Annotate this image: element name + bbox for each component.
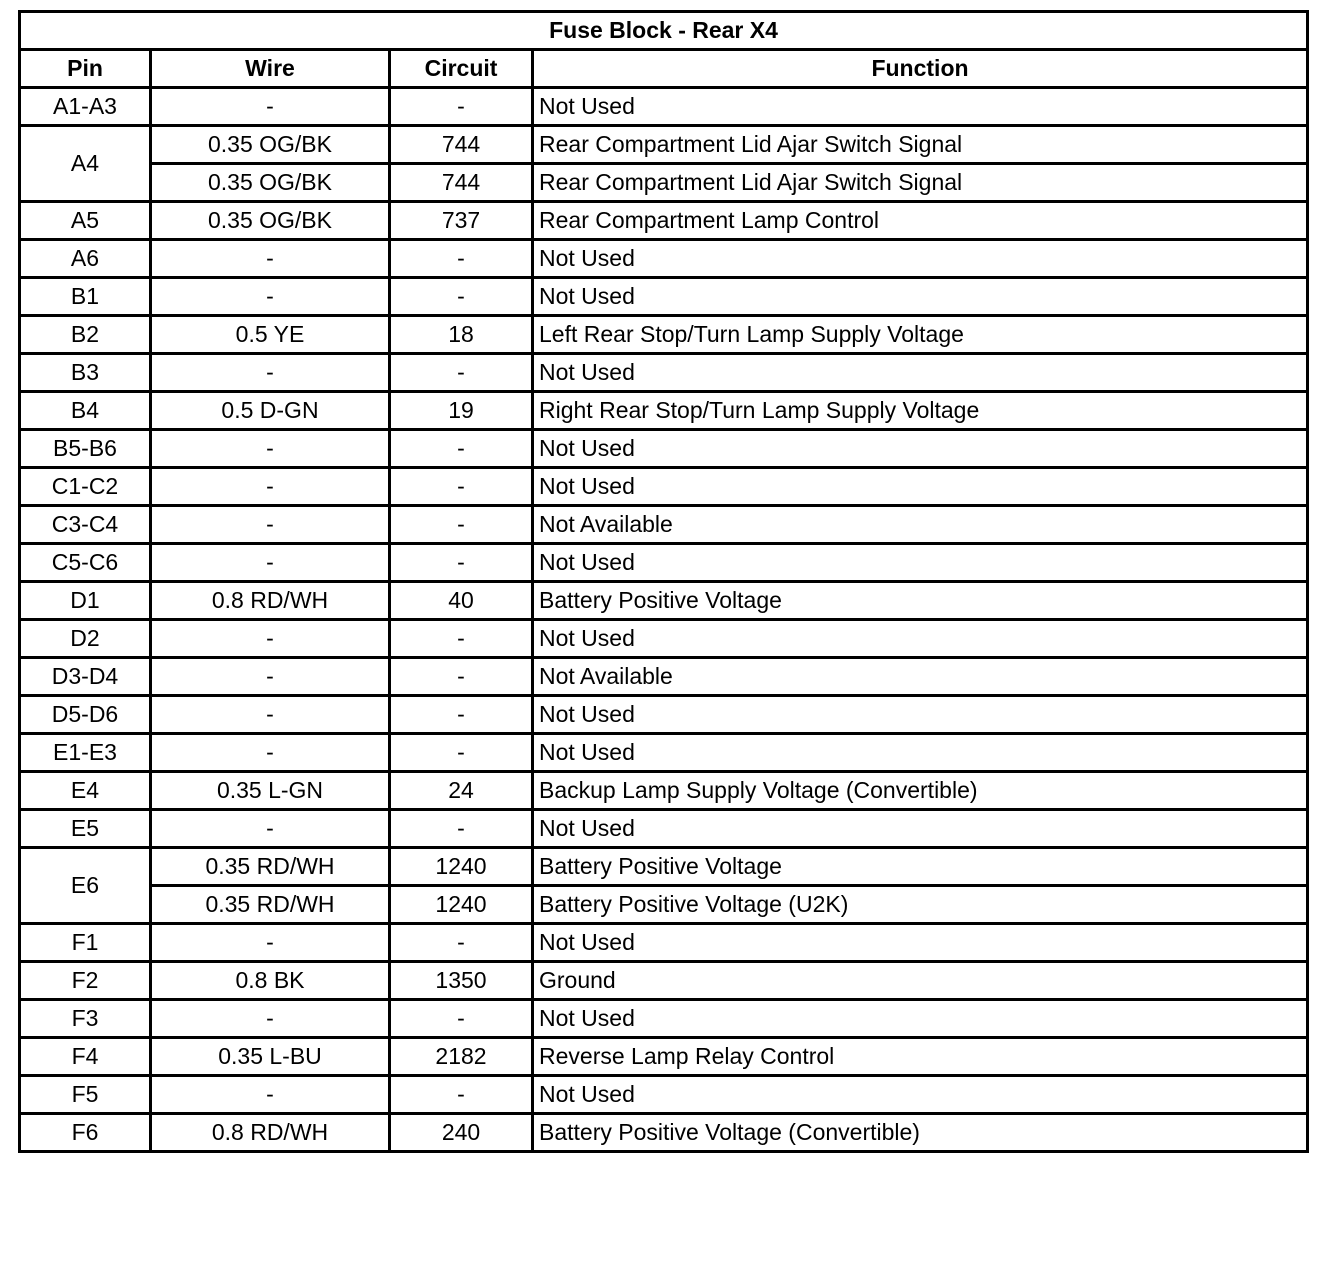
circuit-cell: 744 xyxy=(390,126,533,164)
pin-cell: B5-B6 xyxy=(20,430,151,468)
table-row xyxy=(20,696,1308,734)
function-cell: Not Used xyxy=(533,544,1308,582)
function-cell: Not Used xyxy=(533,620,1308,658)
table-row xyxy=(20,430,1308,468)
wire-cell: 0.5 D-GN xyxy=(151,392,390,430)
table-row xyxy=(20,544,1308,582)
pin-cell: A4 xyxy=(20,126,151,202)
pin-cell: B2 xyxy=(20,316,151,354)
wire-cell: - xyxy=(151,810,390,848)
circuit-cell: 744 xyxy=(390,164,533,202)
circuit-cell: - xyxy=(390,278,533,316)
circuit-cell: - xyxy=(390,468,533,506)
table-row xyxy=(20,962,1308,1000)
table-row xyxy=(20,886,1308,924)
table-row xyxy=(20,164,1308,202)
wire-cell: 0.8 RD/WH xyxy=(151,1114,390,1152)
wire-cell: 0.35 RD/WH xyxy=(151,848,390,886)
function-cell: Not Used xyxy=(533,696,1308,734)
circuit-cell: 1350 xyxy=(390,962,533,1000)
function-cell: Not Available xyxy=(533,506,1308,544)
circuit-cell: - xyxy=(390,734,533,772)
wire-cell: - xyxy=(151,734,390,772)
wire-cell: - xyxy=(151,468,390,506)
function-cell: Not Used xyxy=(533,88,1308,126)
table-row xyxy=(20,810,1308,848)
wire-cell: 0.35 OG/BK xyxy=(151,126,390,164)
column-header-pin: Pin xyxy=(20,50,151,88)
table-row xyxy=(20,848,1308,886)
wire-cell: 0.35 OG/BK xyxy=(151,202,390,240)
circuit-cell: - xyxy=(390,430,533,468)
wire-cell: - xyxy=(151,354,390,392)
wire-cell: - xyxy=(151,696,390,734)
wire-cell: 0.5 YE xyxy=(151,316,390,354)
pin-cell: C3-C4 xyxy=(20,506,151,544)
circuit-cell: 240 xyxy=(390,1114,533,1152)
pin-cell: E4 xyxy=(20,772,151,810)
table-body xyxy=(20,88,1308,1152)
wire-cell: - xyxy=(151,278,390,316)
table-header-row xyxy=(20,50,1308,88)
circuit-cell: - xyxy=(390,544,533,582)
table-row xyxy=(20,354,1308,392)
circuit-cell: - xyxy=(390,506,533,544)
wire-cell: - xyxy=(151,430,390,468)
function-cell: Battery Positive Voltage xyxy=(533,848,1308,886)
function-cell: Not Used xyxy=(533,240,1308,278)
function-cell: Rear Compartment Lamp Control xyxy=(533,202,1308,240)
circuit-cell: 2182 xyxy=(390,1038,533,1076)
pin-cell: C1-C2 xyxy=(20,468,151,506)
table-row xyxy=(20,772,1308,810)
pin-cell: A6 xyxy=(20,240,151,278)
circuit-cell: 19 xyxy=(390,392,533,430)
function-cell: Not Used xyxy=(533,430,1308,468)
circuit-cell: - xyxy=(390,924,533,962)
circuit-cell: 1240 xyxy=(390,848,533,886)
pin-cell: E1-E3 xyxy=(20,734,151,772)
function-cell: Rear Compartment Lid Ajar Switch Signal xyxy=(533,164,1308,202)
wire-cell: - xyxy=(151,544,390,582)
function-cell: Not Available xyxy=(533,658,1308,696)
circuit-cell: 18 xyxy=(390,316,533,354)
column-header-wire: Wire xyxy=(151,50,390,88)
function-cell: Not Used xyxy=(533,1000,1308,1038)
table-title: Fuse Block - Rear X4 xyxy=(20,12,1308,50)
table-title-row xyxy=(20,12,1308,50)
table-row xyxy=(20,126,1308,164)
function-cell: Right Rear Stop/Turn Lamp Supply Voltage xyxy=(533,392,1308,430)
table-row xyxy=(20,1114,1308,1152)
pin-cell: F3 xyxy=(20,1000,151,1038)
function-cell: Not Used xyxy=(533,468,1308,506)
function-cell: Battery Positive Voltage xyxy=(533,582,1308,620)
table-row xyxy=(20,506,1308,544)
wire-cell: - xyxy=(151,1076,390,1114)
function-cell: Ground xyxy=(533,962,1308,1000)
wire-cell: 0.8 BK xyxy=(151,962,390,1000)
table-row xyxy=(20,734,1308,772)
pin-cell: F4 xyxy=(20,1038,151,1076)
function-cell: Not Used xyxy=(533,278,1308,316)
circuit-cell: 737 xyxy=(390,202,533,240)
pin-cell: D2 xyxy=(20,620,151,658)
wire-cell: - xyxy=(151,924,390,962)
table-row xyxy=(20,1076,1308,1114)
table-row xyxy=(20,924,1308,962)
wire-cell: 0.35 L-BU xyxy=(151,1038,390,1076)
circuit-cell: - xyxy=(390,240,533,278)
pin-cell: F5 xyxy=(20,1076,151,1114)
pin-cell: A1-A3 xyxy=(20,88,151,126)
function-cell: Battery Positive Voltage (U2K) xyxy=(533,886,1308,924)
pin-cell: D3-D4 xyxy=(20,658,151,696)
table-row xyxy=(20,278,1308,316)
wire-cell: 0.35 OG/BK xyxy=(151,164,390,202)
wire-cell: - xyxy=(151,88,390,126)
function-cell: Backup Lamp Supply Voltage (Convertible) xyxy=(533,772,1308,810)
pin-cell: B4 xyxy=(20,392,151,430)
wire-cell: - xyxy=(151,658,390,696)
circuit-cell: - xyxy=(390,354,533,392)
circuit-cell: - xyxy=(390,1000,533,1038)
function-cell: Not Used xyxy=(533,734,1308,772)
table-row xyxy=(20,1038,1308,1076)
pin-cell: A5 xyxy=(20,202,151,240)
table-row xyxy=(20,582,1308,620)
circuit-cell: - xyxy=(390,658,533,696)
circuit-cell: - xyxy=(390,1076,533,1114)
pin-cell: F6 xyxy=(20,1114,151,1152)
table-row xyxy=(20,88,1308,126)
circuit-cell: - xyxy=(390,696,533,734)
pin-cell: E5 xyxy=(20,810,151,848)
pin-cell: D1 xyxy=(20,582,151,620)
wire-cell: - xyxy=(151,620,390,658)
table-row xyxy=(20,620,1308,658)
function-cell: Battery Positive Voltage (Convertible) xyxy=(533,1114,1308,1152)
pin-cell: B3 xyxy=(20,354,151,392)
wire-cell: 0.35 L-GN xyxy=(151,772,390,810)
table-row xyxy=(20,202,1308,240)
wire-cell: - xyxy=(151,506,390,544)
pin-cell: C5-C6 xyxy=(20,544,151,582)
table-row xyxy=(20,1000,1308,1038)
table-row xyxy=(20,658,1308,696)
table-row xyxy=(20,240,1308,278)
circuit-cell: 24 xyxy=(390,772,533,810)
circuit-cell: - xyxy=(390,88,533,126)
pin-cell: F1 xyxy=(20,924,151,962)
function-cell: Rear Compartment Lid Ajar Switch Signal xyxy=(533,126,1308,164)
pin-cell: D5-D6 xyxy=(20,696,151,734)
wire-cell: - xyxy=(151,1000,390,1038)
function-cell: Not Used xyxy=(533,354,1308,392)
wire-cell: 0.35 RD/WH xyxy=(151,886,390,924)
circuit-cell: 40 xyxy=(390,582,533,620)
table-row xyxy=(20,392,1308,430)
pin-cell: F2 xyxy=(20,962,151,1000)
function-cell: Not Used xyxy=(533,924,1308,962)
circuit-cell: 1240 xyxy=(390,886,533,924)
column-header-function: Function xyxy=(533,50,1308,88)
function-cell: Reverse Lamp Relay Control xyxy=(533,1038,1308,1076)
table-row xyxy=(20,316,1308,354)
wire-cell: 0.8 RD/WH xyxy=(151,582,390,620)
pin-cell: B1 xyxy=(20,278,151,316)
wire-cell: - xyxy=(151,240,390,278)
pin-cell: E6 xyxy=(20,848,151,924)
column-header-circuit: Circuit xyxy=(390,50,533,88)
function-cell: Not Used xyxy=(533,1076,1308,1114)
fuse-block-table xyxy=(18,10,1309,1153)
circuit-cell: - xyxy=(390,810,533,848)
table-row xyxy=(20,468,1308,506)
circuit-cell: - xyxy=(390,620,533,658)
function-cell: Left Rear Stop/Turn Lamp Supply Voltage xyxy=(533,316,1308,354)
function-cell: Not Used xyxy=(533,810,1308,848)
